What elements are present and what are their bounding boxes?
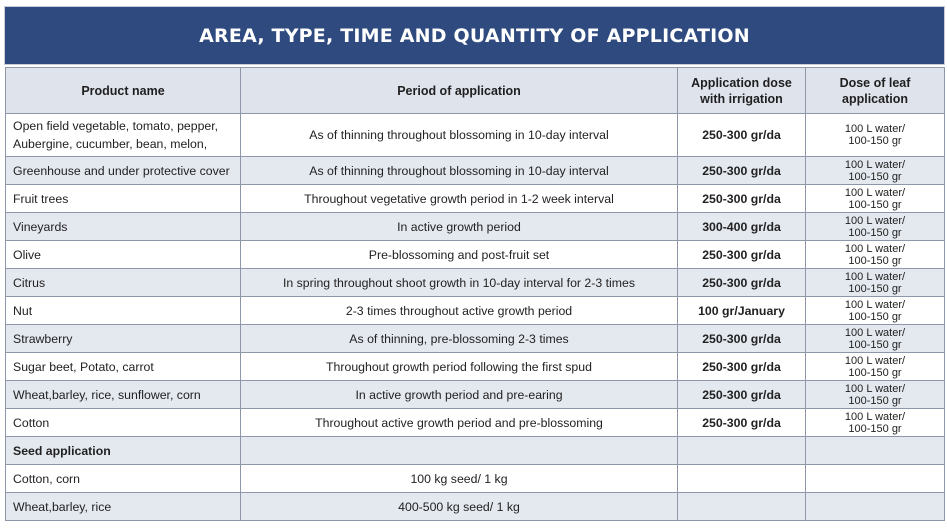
irrigation-dose-cell: 250-300 gr/da [678, 381, 806, 409]
product-name-cell: Strawberry [6, 325, 241, 353]
leaf-dose-cell: 100 L water/ 100-150 gr [806, 241, 945, 269]
empty-cell [241, 437, 678, 465]
irrigation-dose-cell: 250-300 gr/da [678, 269, 806, 297]
irrigation-dose-cell: 250-300 gr/da [678, 114, 806, 157]
period-cell: As of thinning throughout blossoming in 10-day interval [241, 114, 678, 157]
section-heading: Seed application [6, 437, 241, 465]
period-cell: Throughout growth period following the first spud [241, 353, 678, 381]
leaf-dose-cell: 100 L water/ 100-150 gr [806, 157, 945, 185]
period-cell: 400-500 kg seed/ 1 kg [241, 493, 678, 521]
application-table [5, 67, 945, 521]
irrigation-dose-cell: 250-300 gr/da [678, 157, 806, 185]
period-cell: Pre-blossoming and post-fruit set [241, 241, 678, 269]
leaf-dose-cell: 100 L water/ 100-150 gr [806, 185, 945, 213]
product-name-cell: Sugar beet, Potato, carrot [6, 353, 241, 381]
table-row [6, 185, 945, 213]
irrigation-dose-cell: 300-400 gr/da [678, 213, 806, 241]
product-name-cell: Fruit trees [6, 185, 241, 213]
product-name-cell: Greenhouse and under protective cover [6, 157, 241, 185]
leaf-dose-cell: 100 L water/ 100-150 gr [806, 353, 945, 381]
product-name-cell: Vineyards [6, 213, 241, 241]
product-name-cell: Nut [6, 297, 241, 325]
table-row [6, 381, 945, 409]
period-cell: In active growth period and pre-earing [241, 381, 678, 409]
table-row [6, 114, 945, 157]
table-row [6, 213, 945, 241]
period-cell: 100 kg seed/ 1 kg [241, 465, 678, 493]
period-cell: In spring throughout shoot growth in 10-day interval for 2-3 times [241, 269, 678, 297]
header-leaf-dose: Dose of leaf application [806, 68, 945, 114]
table-row [6, 157, 945, 185]
leaf-dose-cell: 100 L water/ 100-150 gr [806, 297, 945, 325]
irrigation-dose-cell: 100 gr/January [678, 297, 806, 325]
period-cell: In active growth period [241, 213, 678, 241]
product-name-cell: Wheat,barley, rice [6, 493, 241, 521]
section-row-seed [6, 437, 945, 465]
table-row [6, 325, 945, 353]
table-row [6, 465, 945, 493]
product-name-cell: Citrus [6, 269, 241, 297]
period-cell: Throughout active growth period and pre-blossoming [241, 409, 678, 437]
empty-cell [806, 437, 945, 465]
period-cell: 2-3 times throughout active growth period [241, 297, 678, 325]
header-period: Period of application [241, 68, 678, 114]
page-title: AREA, TYPE, TIME AND QUANTITY OF APPLICATION [199, 24, 750, 47]
product-name-cell: Cotton [6, 409, 241, 437]
table-row [6, 353, 945, 381]
leaf-dose-cell: 100 L water/ 100-150 gr [806, 213, 945, 241]
product-name-cell: Cotton, corn [6, 465, 241, 493]
table-row [6, 493, 945, 521]
table-row [6, 241, 945, 269]
leaf-dose-cell: 100 L water/ 100-150 gr [806, 325, 945, 353]
irrigation-dose-cell: 250-300 gr/da [678, 185, 806, 213]
table-row [6, 297, 945, 325]
empty-cell [806, 493, 945, 521]
table-row [6, 269, 945, 297]
leaf-dose-cell: 100 L water/ 100-150 gr [806, 381, 945, 409]
header-product-name: Product name [6, 68, 241, 114]
leaf-dose-cell: 100 L water/ 100-150 gr [806, 409, 945, 437]
empty-cell [678, 465, 806, 493]
title-banner [4, 6, 945, 65]
period-cell: As of thinning, pre-blossoming 2-3 times [241, 325, 678, 353]
table-row [6, 409, 945, 437]
empty-cell [678, 493, 806, 521]
header-row [6, 68, 945, 114]
period-cell: Throughout vegetative growth period in 1-2 week interval [241, 185, 678, 213]
irrigation-dose-cell: 250-300 gr/da [678, 409, 806, 437]
period-cell: As of thinning throughout blossoming in 10-day interval [241, 157, 678, 185]
leaf-dose-cell: 100 L water/ 100-150 gr [806, 114, 945, 157]
product-name-cell: Olive [6, 241, 241, 269]
irrigation-dose-cell: 250-300 gr/da [678, 353, 806, 381]
irrigation-dose-cell: 250-300 gr/da [678, 241, 806, 269]
header-irrigation-dose: Application dose with irrigation [678, 68, 806, 114]
empty-cell [678, 437, 806, 465]
product-name-cell: Open field vegetable, tomato, pepper, Aubergine, cucumber, bean, melon, [6, 114, 241, 157]
empty-cell [806, 465, 945, 493]
leaf-dose-cell: 100 L water/ 100-150 gr [806, 269, 945, 297]
irrigation-dose-cell: 250-300 gr/da [678, 325, 806, 353]
product-name-cell: Wheat,barley, rice, sunflower, corn [6, 381, 241, 409]
